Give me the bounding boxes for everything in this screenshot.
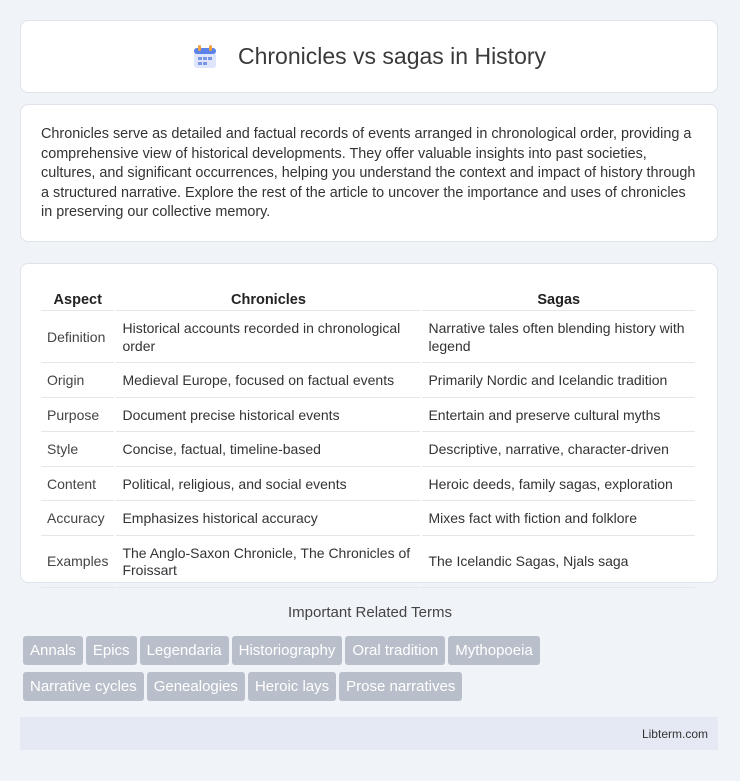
related-tag-prose-narratives[interactable]: Prose narratives [339,672,462,701]
comparison-card [20,263,718,583]
related-tag-narrative-cycles[interactable]: Narrative cycles [23,672,144,701]
chronicles-cell: Emphasizes historical accuracy [116,503,420,536]
sagas-cell: Entertain and preserve cultural myths [422,400,695,433]
footer [20,717,718,750]
sagas-cell: Mixes fact with fiction and folklore [422,503,695,536]
chronicles-cell: Political, religious, and social events [116,469,420,502]
aspect-cell: Examples [41,538,114,588]
related-tag-mythopoeia[interactable]: Mythopoeia [448,636,540,665]
aspect-cell: Purpose [41,400,114,433]
chronicles-cell: Medieval Europe, focused on factual events [116,365,420,398]
header-chronicles: Chronicles [116,286,420,311]
table-row [41,434,695,467]
intro-card [20,104,718,242]
chronicles-cell: Historical accounts recorded in chronological order [116,313,420,363]
comparison-table [39,284,697,590]
related-tag-annals[interactable]: Annals [23,636,83,665]
table-header-row [41,286,695,311]
sagas-cell: Narrative tales often blending history with legend [422,313,695,363]
aspect-cell: Definition [41,313,114,363]
table-row [41,313,695,363]
related-tag-historiography[interactable]: Historiography [232,636,343,665]
header-aspect: Aspect [41,286,114,311]
page-title-text: Chronicles vs sagas in History [237,43,547,69]
aspect-cell: Content [41,469,114,502]
aspect-cell: Style [41,434,114,467]
aspect-cell: Accuracy [41,503,114,536]
chronicles-cell: Concise, factual, timeline-based [116,434,420,467]
table-row [41,365,695,398]
related-tag-epics[interactable]: Epics [86,636,137,665]
chronicles-cell: Document precise historical events [116,400,420,433]
title-card [20,20,718,93]
sagas-cell: Descriptive, narrative, character-driven [422,434,695,467]
sagas-cell: Primarily Nordic and Icelandic tradition [422,365,695,398]
footer-site-link[interactable]: Libterm.com [641,726,708,741]
aspect-cell: Origin [41,365,114,398]
related-tag-heroic-lays[interactable]: Heroic lays [248,672,336,701]
table-row [41,400,695,433]
header-sagas: Sagas [422,286,695,311]
related-tag-legendaria[interactable]: Legendaria [140,636,229,665]
sagas-cell: The Icelandic Sagas, Njals saga [422,538,695,588]
related-terms-list [23,636,723,708]
table-row [41,503,695,536]
related-tag-genealogies[interactable]: Genealogies [147,672,245,701]
related-tag-oral-tradition[interactable]: Oral tradition [345,636,445,665]
sagas-cell: Heroic deeds, family sagas, exploration [422,469,695,502]
calendar-icon [192,44,218,70]
intro-text: Chronicles serve as detailed and factual records of events arranged in chronological order, providing a comprehensive view of historical developments. They offer valuable insights into past societies, cultures, and significant occurrences, helping you understand the context and impact of history through a structured narrative. Explore the rest of the article to uncover the importance and uses of chronicles in preserving our collective memory. [41,126,696,221]
page-title [192,43,546,70]
table-row [41,469,695,502]
related-terms-title: Important Related Terms [288,604,452,621]
table-row [41,538,695,588]
chronicles-cell: The Anglo-Saxon Chronicle, The Chronicles of Froissart [116,538,420,588]
